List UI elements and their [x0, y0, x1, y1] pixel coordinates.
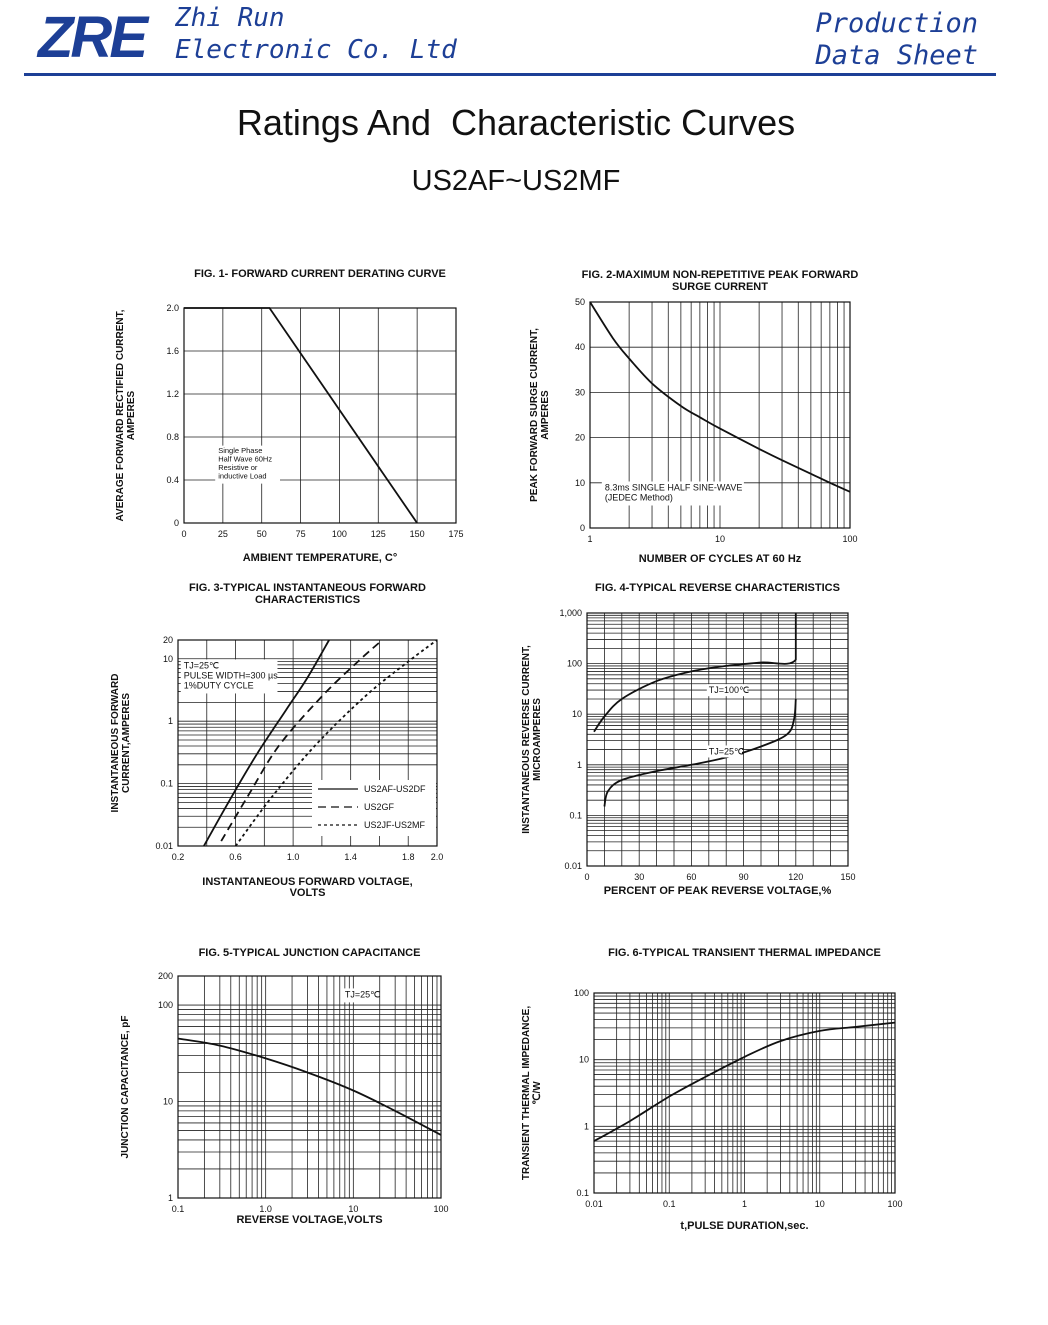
legend-label: US2GF [364, 802, 395, 812]
x-tick-label: 1.0 [259, 1204, 272, 1214]
x-tick-label: 25 [217, 529, 228, 539]
document-type-line2: Data Sheet [815, 40, 978, 71]
annotation-text: Half Wave 60Hz [218, 454, 273, 464]
series-label: TJ=100℃ [708, 685, 750, 696]
y-tick-label: 1.2 [166, 389, 179, 399]
x-tick-label: 0.1 [662, 1199, 676, 1209]
chart-title: FIG. 5-TYPICAL JUNCTION CAPACITANCE [198, 947, 421, 959]
y-tick-label: 200 [157, 971, 173, 981]
chart-title: FIG. 1- FORWARD CURRENT DERATING CURVE [194, 268, 446, 280]
annotation-text: (JEDEC Method) [604, 492, 673, 503]
y-tick-label: 10 [162, 653, 173, 664]
y-tick-label: 20 [162, 635, 173, 645]
plot-frame [184, 308, 456, 523]
y-tick-label: 100 [566, 658, 582, 669]
y-axis-label: AMPERES [540, 390, 551, 440]
y-tick-label: 1 [167, 1193, 173, 1203]
legend-label: US2AF-US2DF [364, 784, 426, 794]
annotation-text: Single Phase [218, 446, 263, 456]
x-tick-label: 60 [686, 872, 697, 882]
y-axis-label: AMPERES [126, 390, 137, 441]
x-axis-label: NUMBER OF CYCLES AT 60 Hz [638, 553, 802, 565]
y-axis-label: MICROAMPERES [532, 698, 543, 781]
y-axis-label: CURRENT,AMPERES [121, 692, 132, 794]
fig1-chart [115, 268, 464, 564]
x-tick-label: 1 [587, 534, 593, 544]
y-tick-label: 10 [578, 1054, 589, 1065]
x-tick-label: 1.4 [344, 852, 357, 862]
x-tick-label: 2.0 [430, 852, 444, 862]
x-tick-label: 150 [409, 529, 425, 539]
fig4-series-2-line [604, 699, 795, 807]
y-tick-label: 50 [574, 297, 585, 307]
y-tick-label: 1 [583, 1121, 589, 1132]
x-tick-label: 1 [741, 1199, 748, 1209]
y-tick-label: 1,000 [559, 608, 582, 618]
y-tick-label: 0.1 [160, 778, 173, 789]
y-tick-label: 0.1 [569, 810, 582, 821]
chart-title: CHARACTERISTICS [254, 594, 361, 606]
series-label: TJ=25℃ [708, 746, 745, 757]
plot-frame [587, 613, 848, 866]
fig6-chart [521, 947, 903, 1232]
company-name-line1: Zhi Run [175, 3, 285, 33]
x-axis-label: REVERSE VOLTAGE,VOLTS [236, 1214, 383, 1226]
annotation-text: inductive Load [218, 471, 267, 481]
x-tick-label: 90 [738, 872, 749, 882]
x-tick-label: 0.2 [171, 852, 185, 862]
y-tick-label: 0.01 [155, 841, 173, 851]
x-tick-label: 0 [181, 529, 187, 539]
x-axis-label: VOLTS [289, 887, 326, 899]
fig5-series-1-line [178, 1039, 441, 1136]
annotation-text: Resistive or [218, 463, 258, 473]
chart-title: FIG. 3-TYPICAL INSTANTANEOUS FORWARD [189, 582, 426, 594]
x-tick-label: 100 [842, 534, 858, 544]
y-tick-label: 0 [173, 518, 179, 528]
x-tick-label: 125 [370, 529, 386, 539]
page-title: Ratings And Characteristic Curves [236, 102, 796, 143]
y-tick-label: 100 [573, 988, 589, 998]
x-tick-label: 10 [714, 534, 726, 544]
y-axis-label: INSTANTANEOUS FORWARD [110, 673, 121, 813]
document-type-line1: Production [815, 8, 978, 39]
y-tick-label: 2.0 [166, 303, 179, 313]
annotation-text: TJ=25℃ [344, 989, 381, 1000]
y-tick-label: 0.01 [564, 861, 582, 871]
fig4-chart [521, 582, 856, 897]
y-tick-label: 0 [579, 523, 585, 533]
x-tick-label: 100 [331, 529, 347, 539]
x-tick-label: 0.01 [585, 1199, 603, 1209]
x-tick-label: 120 [788, 872, 804, 882]
y-axis-label: INSTANTANEOUS REVERSE CURRENT, [521, 645, 532, 834]
x-tick-label: 10 [348, 1204, 359, 1214]
x-axis-label: INSTANTANEOUS FORWARD VOLTAGE, [202, 876, 413, 888]
y-tick-label: 10 [574, 477, 585, 488]
chart-title: FIG. 2-MAXIMUM NON-REPETITIVE PEAK FORWARD [581, 269, 859, 281]
company-name-line2: Electronic Co. Ltd [175, 35, 457, 65]
y-axis-label: TRANSIENT THERMAL IMPEDANCE, [521, 1005, 532, 1181]
y-axis-label: PEAK FORWARD SURGE CURRENT, [529, 328, 540, 502]
x-tick-label: 75 [295, 529, 306, 539]
y-tick-label: 10 [571, 709, 582, 720]
y-axis-label: JUNCTION CAPACITANCE, pF [120, 1015, 131, 1159]
y-tick-label: 0.1 [576, 1188, 589, 1198]
annotation-text: 8.3ms SINGLE HALF SINE-WAVE [604, 482, 743, 493]
x-tick-label: 0.6 [229, 852, 242, 862]
x-tick-label: 0 [584, 872, 590, 882]
fig2-chart [529, 269, 858, 565]
chart-title: FIG. 6-TYPICAL TRANSIENT THERMAL IMPEDANCE [608, 947, 881, 959]
y-tick-label: 40 [574, 342, 585, 353]
chart-title: SURGE CURRENT [672, 281, 768, 293]
x-tick-label: 100 [887, 1199, 903, 1209]
y-tick-label: 1.6 [166, 346, 179, 356]
x-axis-label: PERCENT OF PEAK REVERSE VOLTAGE,% [603, 885, 832, 897]
x-tick-label: 30 [634, 872, 645, 882]
fig5-chart [120, 947, 449, 1226]
y-tick-label: 0.8 [166, 432, 179, 442]
y-tick-label: 100 [157, 1000, 173, 1011]
annotation-text: TJ=25℃ [183, 660, 220, 671]
y-tick-label: 0.4 [166, 475, 179, 485]
x-tick-label: 50 [256, 529, 267, 539]
legend-label: US2JF-US2MF [364, 820, 426, 830]
annotation-text: PULSE WIDTH=300 µs [183, 670, 278, 681]
x-tick-label: 1.0 [286, 852, 300, 862]
x-axis-label: AMBIENT TEMPERATURE, C° [242, 552, 398, 564]
y-axis-label: ℃/W [532, 1081, 543, 1105]
brand-logo: ZRE [38, 5, 145, 70]
x-tick-label: 0.1 [171, 1204, 185, 1214]
x-tick-label: 100 [433, 1204, 449, 1214]
x-axis-label: t,PULSE DURATION,sec. [680, 1220, 809, 1232]
y-tick-label: 1 [167, 716, 173, 727]
chart-title: FIG. 4-TYPICAL REVERSE CHARACTERISTICS [595, 582, 840, 594]
x-tick-label: 1.8 [401, 852, 415, 862]
page-subtitle: US2AF~US2MF [411, 165, 621, 197]
y-tick-label: 30 [574, 387, 585, 398]
x-tick-label: 10 [814, 1199, 825, 1209]
y-tick-label: 10 [162, 1096, 173, 1107]
y-axis-label: AVERAGE FORWARD RECTIFIED CURRENT, [115, 309, 126, 522]
annotation-text: 1%DUTY CYCLE [183, 680, 254, 691]
y-tick-label: 20 [574, 432, 585, 443]
x-tick-label: 150 [840, 872, 856, 882]
x-tick-label: 175 [448, 529, 464, 539]
y-tick-label: 1 [576, 759, 582, 770]
fig3-chart [110, 582, 443, 899]
